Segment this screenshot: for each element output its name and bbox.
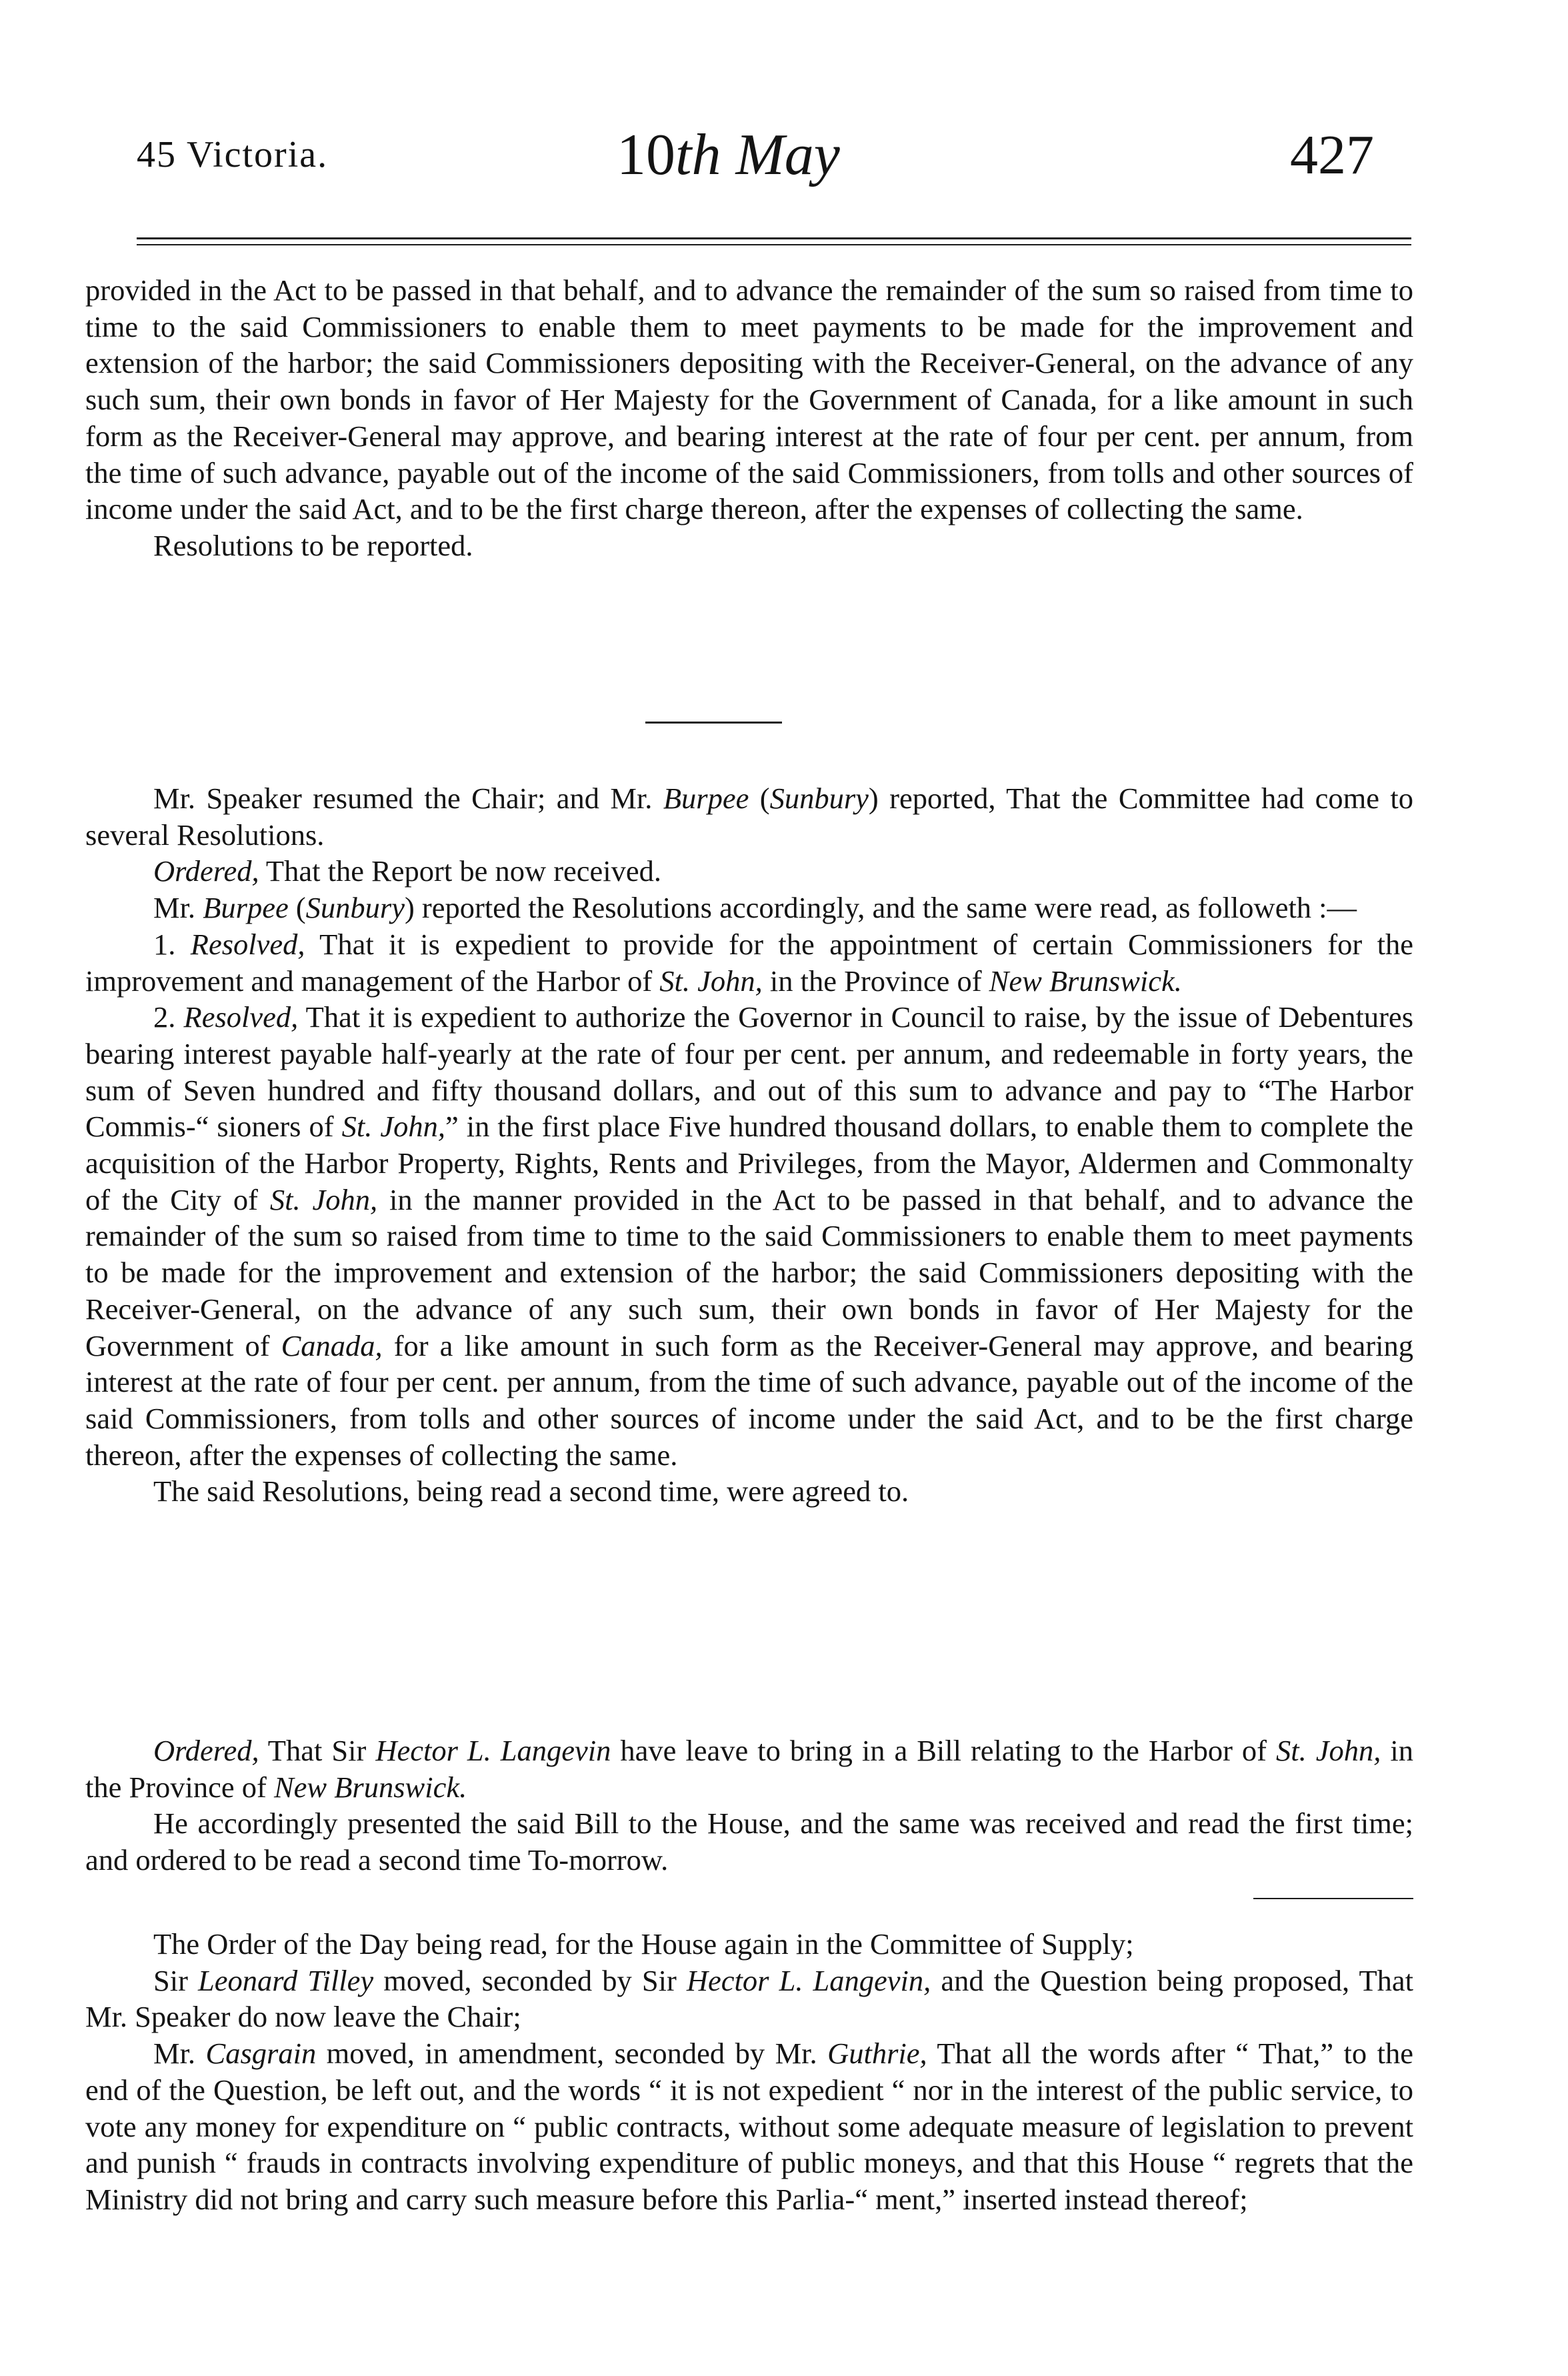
paragraph (85, 1963, 1413, 2035)
text-run: Resolved, (183, 1000, 299, 1034)
text-run: ) reported the Resolutions accordingly, and the same were read, as followeth :— (404, 891, 1357, 925)
text-run: in the manner provided in the Act to be passed in that behalf, and to advance the remainder of the sum so raised from time to time to the said Commissioners to enable them to meet payments to be made for the improvement and extension of the harbor; the said Commissioners depositing with the Receiver-General, on the advance of any such sum, their own bonds in favor of Her Majesty for the Government of (85, 1182, 1413, 1362)
resolution-2 (85, 999, 1413, 1473)
text-run: and the Question being proposed, That Mr. Speaker do now leave the Chair; (85, 1963, 1414, 2034)
continued-resolution-text (85, 272, 1413, 564)
section-separator (645, 722, 782, 724)
text-run: for a like amount in such form as the Receiver-General may approve, and bearing interest at the rate of four per cent. per annum, from the time of such advance, payable out of the income of the said Commissioners, from tolls and other sources of income under the said Act, and to be the first charge thereon, after the expenses of collecting the same. (85, 1328, 1413, 1472)
text-run: in the Province of (762, 964, 989, 998)
text-run: New Brunswick. (989, 964, 1182, 998)
text-run: moved, in amendment, seconded by Mr. (316, 2037, 828, 2071)
text-run: St. John, (1276, 1734, 1381, 1767)
text-run: Ordered, (153, 854, 259, 888)
page-number: 427 (1290, 124, 1374, 186)
text-run: Hector L. Langevin (375, 1734, 611, 1767)
text-run: Canada, (281, 1328, 383, 1362)
paragraph: provided in the Act to be passed in that behalf, and to advance the remainder of the sum so raised from time to time to the said Commissioners to enable them to meet payments to be made for the improvement and extension of the harbor; the said Commissioners depositing with the Receiver-General, on the advance of any such sum, their own bonds in favor of Her Majesty for the Government of Canada, for a like amount in such form as the Receiver-General may approve, and bearing interest at the rate of four per cent. per annum, from the time of such advance, payable out of the income of the said Commissioners, from tolls and other sources of income under the said Act, and to be the first charge thereon, after the expenses of collecting the same. (85, 273, 1413, 526)
header-rule-secondary (137, 244, 1411, 245)
text-run: Guthrie, (827, 2037, 927, 2071)
text-run: ) reported, That the Committee had come to several Resolutions. (85, 782, 1414, 852)
text-run: Burpee (203, 891, 289, 925)
text-run: Sunbury (305, 891, 405, 925)
text-run: ( (749, 782, 770, 815)
text-run: Mr. Speaker resumed the Chair; and Mr. (153, 782, 663, 815)
text-run: St. John, (269, 1182, 378, 1216)
resolution-1 (85, 926, 1413, 999)
text-run: St. John, (659, 964, 763, 998)
paragraph: Resolutions to be reported. (153, 528, 473, 562)
amendment-paragraph (85, 2035, 1413, 2218)
text-run: Mr. (153, 891, 203, 925)
text-run: moved, seconded by Sir (373, 1963, 687, 1997)
text-run: New Brunswick. (274, 1770, 467, 1804)
committee-report-section (85, 780, 1413, 1510)
text-run: That Sir (259, 1734, 376, 1767)
paragraph: The said Resolutions, being read a second time, were agreed to. (153, 1474, 909, 1508)
text-run: Sir (153, 1963, 199, 1997)
text-run: in the Province of (85, 1734, 1413, 1804)
paragraph (85, 853, 1413, 890)
date-month: May (721, 123, 840, 187)
paragraph (85, 780, 1413, 853)
text-run: ” in the first place Five hundred thousand dollars, to enable them to complete the acquisition of the Harbor Property, Rights, Rents and Privileges, from the Mayor, Aldermen and Commonalty of the City of (85, 1110, 1413, 1216)
text-run: Casgrain (205, 2037, 317, 2071)
paragraph: The Order of the Day being read, for the House again in the Committee of Supply; (153, 1927, 1134, 1961)
text-run: Leonard Tilley (198, 1963, 374, 1997)
text-run: Mr. (153, 2037, 206, 2071)
header-rule (137, 237, 1411, 239)
running-head-regnal-year: 45 Victoria. (137, 134, 329, 175)
text-run: Burpee (663, 782, 749, 815)
text-run: ( (288, 891, 306, 925)
date-day: 10 (617, 123, 675, 187)
text-run: St. John, (341, 1110, 445, 1144)
bill-leave-section (85, 1732, 1413, 1879)
text-run: Sunbury (769, 782, 869, 815)
running-head-date (617, 121, 840, 189)
paragraph: He accordingly presented the said Bill to the House, and the same was received and read the first time; and ordered to be read a second time To-morrow. (85, 1807, 1413, 1877)
text-run: have leave to bring in a Bill relating to the Harbor of (611, 1734, 1276, 1767)
text-run: That it is expedient to authorize the Governor in Council to raise, by the issue of Debentures bearing interest payable half-yearly at the rate of four per cent. per annum, and redeemable in forty years, the sum of Seven hundred and fifty thousand dollars, and out of this sum to advance and pay to “The Harbor Commis-“ sioners of (85, 1000, 1414, 1144)
date-ordinal: th (675, 123, 721, 187)
committee-of-supply-section (85, 1926, 1413, 2218)
text-run: Hector L. Langevin, (686, 1963, 931, 1997)
paragraph (85, 890, 1413, 926)
text-run: 1. (153, 927, 191, 961)
section-separator-short (1253, 1898, 1413, 1899)
text-run: That all the words after “ That,” to the end of the Question, be left out, and the words “ it is not expedient “ nor in the interest of the public service, to vote any money for expenditure on “ public contracts, without some adequate measure of legislation to prevent and punish “ frauds in contracts involving expenditure of public moneys, and that this House “ regrets that the Ministry did not bring and carry such measure before this Parlia-“ ment,” inserted instead thereof; (85, 2037, 1413, 2216)
paragraph (85, 1732, 1413, 1805)
text-run: Resolved, (190, 927, 305, 961)
text-run: 2. (153, 1000, 184, 1034)
text-run: That the Report be now received. (259, 854, 662, 888)
text-run: Ordered, (153, 1734, 259, 1767)
text-run: That it is expedient to provide for the appointment of certain Commissioners for the improvement and management of the Harbor of (85, 927, 1414, 998)
page-header (0, 0, 1568, 220)
